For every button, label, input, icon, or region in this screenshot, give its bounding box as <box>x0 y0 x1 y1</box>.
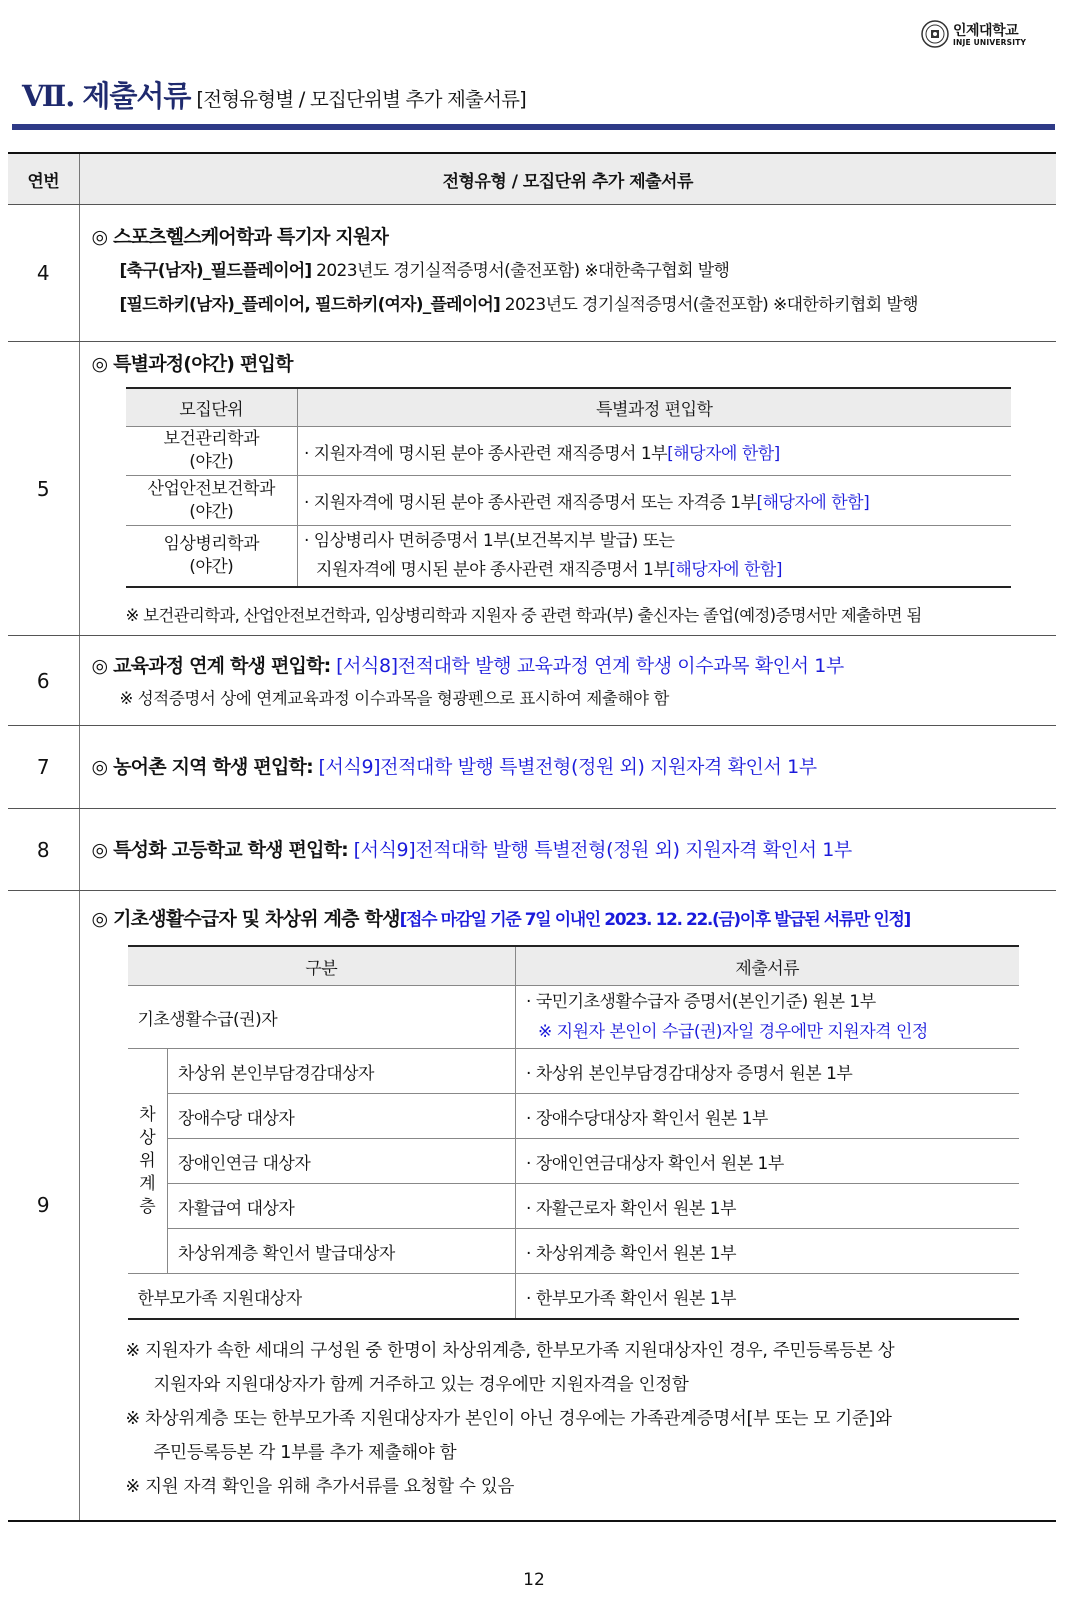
row-content <box>79 342 1056 636</box>
category-label: 장애인연금 대상자 <box>168 1139 516 1184</box>
required-document: · 지원자격에 명시된 분야 종사관련 재직증명서 1부[해당자에 한함] <box>298 427 1011 476</box>
category-label: 자활급여 대상자 <box>168 1184 516 1229</box>
table-row <box>8 891 1056 1521</box>
title-underline-bar <box>12 124 1055 130</box>
recruit-unit: 보건관리학과 (야간) <box>126 427 298 476</box>
section-number: Ⅶ. <box>22 79 75 113</box>
required-document: · 임상병리사 면허증명서 1부(보건복지부 발급) 또는 지원자격에 명시된 분야 종사관련 재직증명서 1부[해당자에 한함] <box>298 526 1011 588</box>
row-number: 5 <box>8 342 79 636</box>
category-label: 차상위계층 확인서 발급대상자 <box>168 1229 516 1274</box>
required-document: · 국민기초생활수급자 증명서(본인기준) 원본 1부 ※ 지원자 본인이 수급(권)자일 경우에만 지원자격 인정 <box>516 986 1019 1049</box>
table-header-row <box>8 153 1056 205</box>
logo-name-english: INJE UNIVERSITY <box>953 38 1027 47</box>
validity-note: [접수 마감일 기준 7일 이내인 2023. 12. 22.(금)이후 발급된 서류만 인정] <box>399 910 910 931</box>
sub-header-docs: 특별과정 편입학 <box>298 388 1011 427</box>
university-logo <box>921 18 1033 52</box>
category-label: 기초생활수급(권)자 <box>128 986 516 1049</box>
sub-table-row <box>128 1274 1019 1320</box>
special-course-table <box>126 387 1011 588</box>
row-heading: ◎ 특별과정(야간) 편입학 <box>91 353 293 375</box>
required-form: [서식9]전적대학 발행 특별전형(정원 외) 지원자격 확인서 1부 <box>312 756 817 778</box>
sub-table-row <box>126 526 1011 588</box>
line-category: [필드하키(남자)_플레이어, 필드하키(여자)_플레이어] <box>119 295 500 315</box>
required-document: · 한부모가족 확인서 원본 1부 <box>516 1274 1019 1320</box>
row-heading: ◎ 스포츠헬스케어학과 특기자 지원자 <box>91 226 389 248</box>
table-row <box>8 636 1056 726</box>
footnote: ※ 성적증명서 상에 연계교육과정 이수과목을 형광펜으로 표시하여 제출해야 함 <box>119 688 669 708</box>
required-document: · 지원자격에 명시된 분야 종사관련 재직증명서 또는 자격증 1부[해당자에 한함] <box>298 476 1011 526</box>
sub-table-row <box>128 1139 1019 1184</box>
column-header-content: 전형유형 / 모집단위 추가 제출서류 <box>79 153 1056 205</box>
table-row <box>8 342 1056 636</box>
note-line: ※ 차상위계층 또는 한부모가족 지원대상자가 본인이 아닌 경우에는 가족관계증명서[부 또는 모 기준]와 <box>125 1409 892 1430</box>
row-content <box>79 891 1056 1521</box>
required-document: · 자활근로자 확인서 원본 1부 <box>516 1184 1019 1229</box>
logo-name-korean: 인제대학교 <box>953 23 1019 39</box>
sub-table-row <box>126 476 1011 526</box>
university-seal-icon <box>921 20 949 48</box>
document-line <box>92 254 1057 288</box>
row-content <box>79 205 1056 342</box>
required-form: [서식9]전적대학 발행 특별전형(정원 외) 지원자격 확인서 1부 <box>348 838 852 861</box>
column-header-number: 연번 <box>8 153 79 205</box>
sub-header-unit: 모집단위 <box>126 388 298 427</box>
section-title <box>22 74 526 115</box>
recruit-unit: 산업안전보건학과 (야간) <box>126 476 298 526</box>
recruit-unit: 임상병리학과 (야간) <box>126 526 298 588</box>
row-number: 7 <box>8 726 79 809</box>
sub-header-category: 구분 <box>128 946 516 986</box>
applicable-note: [해당자에 한함] <box>756 493 870 513</box>
sub-table-row <box>128 1229 1019 1274</box>
sub-table-row <box>128 1184 1019 1229</box>
required-document: · 차상위 본인부담경감대상자 증명서 원본 1부 <box>516 1049 1019 1094</box>
low-income-table <box>128 945 1019 1320</box>
applicable-note: [해당자에 한함] <box>667 443 780 464</box>
sub-table-row <box>128 1049 1019 1094</box>
row-heading: ◎ 농어촌 지역 학생 편입학: [서식9]전적대학 발행 특별전형(정원 외) 지원자격 확인서 1부 <box>91 756 817 778</box>
note-line: 주민등록등본 각 1부를 추가 제출해야 함 <box>153 1443 457 1464</box>
section-subtitle: [전형유형별 / 모집단위별 추가 제출서류] <box>196 88 526 111</box>
row-content <box>79 809 1056 891</box>
category-label: 한부모가족 지원대상자 <box>128 1274 516 1320</box>
sub-table-row <box>128 1094 1019 1139</box>
document-line <box>92 288 1057 322</box>
group-label-near-poverty: 차 상 위 계 층 <box>128 1049 168 1274</box>
line-category: [축구(남자)_필드플레이어] <box>119 261 312 281</box>
row-number: 4 <box>8 205 79 342</box>
category-label: 차상위 본인부담경감대상자 <box>168 1049 516 1094</box>
row-number: 9 <box>8 891 79 1521</box>
row-content <box>79 726 1056 809</box>
page-number: 12 <box>523 1570 545 1590</box>
row-heading: ◎ 기초생활수급자 및 차상위 계층 학생[접수 마감일 기준 7일 이내인 2023. 12. 22.(금)이후 발급된 서류만 인정] <box>91 908 910 931</box>
required-document: · 차상위계층 확인서 원본 1부 <box>516 1229 1019 1274</box>
category-label: 장애수당 대상자 <box>168 1094 516 1139</box>
note-line: ※ 지원 자격 확인을 위해 추가서류를 요청할 수 있음 <box>125 1477 515 1498</box>
note-line: 지원자와 지원대상자가 함께 거주하고 있는 경우에만 지원자격을 인정함 <box>153 1375 689 1396</box>
table-row <box>8 809 1056 891</box>
required-document: · 장애인연금대상자 확인서 원본 1부 <box>516 1139 1019 1184</box>
row-number: 8 <box>8 809 79 891</box>
line-text: 2023년도 경기실적증명서(출전포함) ※대한축구협회 발행 <box>311 261 730 281</box>
section-main-title: 제출서류 <box>82 79 191 113</box>
table-row <box>8 205 1056 342</box>
applicable-note: [해당자에 한함] <box>669 560 782 580</box>
row-notes <box>126 1334 1057 1504</box>
eligibility-note: ※ 지원자 본인이 수급(권)자일 경우에만 지원자격 인정 <box>538 1022 928 1043</box>
table-row <box>8 726 1056 809</box>
row-number: 6 <box>8 636 79 726</box>
sub-table-header <box>128 946 1019 986</box>
sub-header-docs: 제출서류 <box>516 946 1019 986</box>
documents-table <box>8 152 1056 1522</box>
row-heading: ◎ 특성화 고등학교 학생 편입학: [서식9]전적대학 발행 특별전형(정원 외) 지원자격 확인서 1부 <box>91 838 852 861</box>
note-line: ※ 지원자가 속한 세대의 구성원 중 한명이 차상위계층, 한부모가족 지원대상자인 경우, 주민등록등본 상 <box>125 1341 895 1362</box>
row-content <box>79 636 1056 726</box>
required-form: [서식8]전적대학 발행 교육과정 연계 학생 이수과목 확인서 1부 <box>330 654 844 677</box>
sub-table-row <box>128 986 1019 1049</box>
line-text: 2023년도 경기실적증명서(출전포함) ※대한하키협회 발행 <box>499 295 918 315</box>
sub-table-row <box>126 427 1011 476</box>
row-heading: ◎ 교육과정 연계 학생 편입학: [서식8]전적대학 발행 교육과정 연계 학생 이수과목 확인서 1부 <box>91 654 844 677</box>
required-document: · 장애수당대상자 확인서 원본 1부 <box>516 1094 1019 1139</box>
sub-table-header <box>126 388 1011 427</box>
footnote: ※ 보건관리학과, 산업안전보건학과, 임상병리학과 지원자 중 관련 학과(부) 출신자는 졸업(예정)증명서만 제출하면 됨 <box>125 606 922 625</box>
